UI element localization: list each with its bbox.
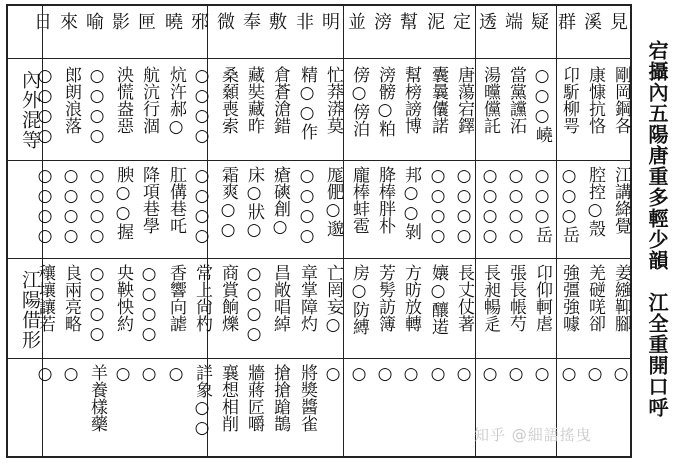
table-cell: ○	[166, 364, 186, 384]
table-cell: ○○○○	[139, 264, 159, 344]
table-cell: 張長帳芍	[506, 264, 526, 332]
initial-column	[288, 4, 318, 458]
table-cell: 將獎醬雀	[297, 364, 317, 432]
initial-head: 疑	[528, 12, 549, 30]
table-cell: 囊曩儾諾	[428, 66, 448, 134]
initial-head: 影	[109, 12, 130, 30]
table-cell: ○○○○	[87, 66, 107, 146]
table-cell: ○○○嶢	[532, 66, 552, 143]
table-cell: 幫榜謗博	[401, 66, 421, 134]
initial-head: 透	[476, 12, 497, 30]
table-cell: 長昶暢辵	[480, 264, 500, 332]
initial-column	[314, 4, 344, 458]
initial-head: 奉	[240, 12, 261, 30]
initial-column	[340, 4, 370, 458]
table-cell: 昌敞唱綽	[270, 264, 290, 332]
table-cell: ○	[480, 364, 500, 384]
table-cell: ○○○○	[428, 166, 448, 246]
table-cell: 降項巷學	[139, 166, 159, 234]
initial-head: 溪	[581, 12, 602, 30]
table-cell: 香響向謔	[166, 264, 186, 332]
initial-head: 明	[319, 12, 340, 30]
table-cell: ○	[375, 364, 395, 384]
table-cell: 肛傋巷吒	[166, 166, 186, 234]
table-cell: ○○○○	[192, 166, 212, 246]
initial-head: 幫	[397, 12, 418, 30]
table-cell: 胮棒胖朴	[375, 166, 395, 234]
initial-column	[550, 4, 580, 458]
initial-column	[261, 4, 291, 458]
table-cell: 卬仰軻虐	[532, 264, 552, 332]
table-cell: 剛岡鋼各	[611, 66, 631, 134]
table-cell: 龐棒蚌雹	[349, 166, 369, 234]
initial-column	[52, 4, 82, 458]
table-cell: 床○狀○	[244, 166, 264, 240]
initial-column	[471, 4, 501, 458]
initial-column	[26, 4, 56, 458]
table-cell: 航沆行涸	[139, 66, 159, 134]
initial-column	[209, 4, 239, 458]
table-cell: 倉蒼滄錯	[270, 66, 290, 134]
table-cell: 搶搶蹌鵲	[270, 364, 290, 432]
table-cell: ○○○○	[506, 166, 526, 246]
table-cell: 康慷抗恪	[585, 66, 605, 134]
initial-column	[157, 4, 187, 458]
initial-column	[419, 4, 449, 458]
initial-head: 匣	[135, 12, 156, 30]
table-cell: 藏奘藏昨	[244, 66, 264, 134]
initial-column	[78, 4, 108, 458]
table-cell: 瘡磢創○	[270, 166, 290, 237]
table-cell: ○	[349, 364, 369, 384]
table-cell: 桑顙喪索	[218, 66, 238, 134]
table-cell: ○○○○	[192, 66, 212, 146]
initial-column	[576, 4, 606, 458]
table-cell: ○○○○	[87, 264, 107, 344]
table-cell: 章掌障灼	[297, 264, 317, 332]
table-cell: ○	[559, 364, 579, 384]
table-cell: 姜繈䩕腳	[611, 264, 631, 332]
table-cell: ○	[35, 364, 55, 384]
table-cell: 傍○傍泊	[349, 66, 369, 137]
initial-column	[104, 4, 134, 458]
side-label-jiang-yang: 江陽借形	[19, 270, 41, 350]
table-cell: 炕汻郝○	[166, 66, 186, 137]
table-cell: 良兩亮略	[61, 264, 81, 332]
table-cell: ○	[401, 364, 421, 384]
initial-column	[497, 4, 527, 458]
table-cell: 方昉放轉	[401, 264, 421, 332]
table-cell: 羌磀唴卻	[585, 264, 605, 332]
table-cell: 房○防縛	[349, 264, 369, 335]
initial-head: 泥	[424, 12, 445, 30]
initial-head: 見	[607, 12, 628, 30]
table-cell: 霜爽○○	[218, 166, 238, 240]
initial-head: 微	[214, 12, 235, 30]
initial-head: 邪	[188, 12, 209, 30]
table-cell: ○○○○	[244, 264, 264, 344]
table-cell: ○○○○	[454, 166, 474, 246]
table-cell: ○○○岳	[532, 166, 552, 243]
table-cell: ○○○○	[35, 166, 55, 246]
table-cell: 腴○○握	[113, 166, 133, 240]
initial-head: 並	[345, 12, 366, 30]
initial-column	[392, 4, 422, 458]
table-cell: 牆蔣匠嚼	[244, 364, 264, 432]
table-cell: 郎朗浪落	[61, 66, 81, 134]
table-cell: ○○○○	[87, 166, 107, 246]
table-cell: 邦○○剝	[401, 166, 421, 240]
table-cell: ○○○○	[297, 166, 317, 246]
side-label-mixed-grade: 內外混等	[19, 70, 41, 150]
initial-column	[130, 4, 160, 458]
table-cell: 卬馸柳咢	[559, 66, 579, 134]
table-cell: 羊養樣藥	[87, 364, 107, 432]
table-cell: ○○○○	[480, 166, 500, 246]
table-cell: 長丈仗著	[454, 264, 474, 332]
table-cell: 央鞅怏約	[113, 264, 133, 332]
table-cell: ○	[532, 364, 552, 384]
initial-column	[366, 4, 396, 458]
table-cell: ○	[454, 364, 474, 384]
table-cell: 芳髣訪簿	[375, 264, 395, 332]
table-cell: ○	[323, 364, 343, 384]
table-cell: 當黨讜沰	[506, 66, 526, 134]
table-cell: ○○○岳	[559, 166, 579, 243]
initial-head: 滂	[371, 12, 392, 30]
initial-column	[602, 4, 632, 458]
table-cell: 亡罔妄○	[323, 264, 343, 335]
table-cell: 孃○釀逽	[428, 264, 448, 335]
table-cell: 詳象○○	[192, 364, 212, 438]
initial-head: 敷	[266, 12, 287, 30]
table-cell: 唐蕩宕鐸	[454, 66, 474, 134]
initial-head: 群	[555, 12, 576, 30]
table-cell: 忙莽漭莫	[323, 66, 343, 134]
initial-head: 喻	[83, 12, 104, 30]
table-cell: ○	[506, 364, 526, 384]
page-title: 宕攝內五陽唐重多輕少韻 江全重開口呼	[645, 40, 669, 418]
table-cell: 穰壤讓若	[35, 264, 55, 332]
table-cell: ○○○○	[61, 166, 81, 246]
table-cell: 精○○作	[297, 66, 317, 140]
table-cell: 泱慌盎惡	[113, 66, 133, 134]
initial-column	[183, 4, 213, 458]
table-cell: 襄想相削	[218, 364, 238, 432]
table-cell: 滂髈○粕	[375, 66, 395, 137]
watermark: 知乎 @細語搖曳	[474, 426, 592, 444]
initial-column	[523, 4, 553, 458]
initial-head: 定	[450, 12, 471, 30]
table-cell: ○	[61, 364, 81, 384]
table-cell: 商賞餉爍	[218, 264, 238, 332]
table-cell: 江講絳覺	[611, 166, 631, 234]
initial-head: 日	[31, 12, 52, 30]
table-cell: 腔控○殼	[585, 166, 605, 237]
initial-head: 非	[293, 12, 314, 30]
table-cell: 強彊強噱	[559, 264, 579, 332]
table-cell: 常上尙杓	[192, 264, 212, 332]
table-cell: ○	[611, 364, 631, 384]
table-cell: 厖俷○邈	[323, 166, 343, 237]
initial-head: 曉	[162, 12, 183, 30]
table-cell: ○	[585, 364, 605, 384]
initial-column	[235, 4, 265, 458]
initial-column	[445, 4, 475, 458]
table-cell: ○	[428, 364, 448, 384]
table-cell: ○○○○	[35, 66, 55, 146]
table-cell: 湯曭儻託	[480, 66, 500, 134]
initial-head: 來	[57, 12, 78, 30]
table-cell: ○	[139, 364, 159, 384]
initial-head: 端	[502, 12, 523, 30]
table-cell: ○	[113, 364, 133, 384]
